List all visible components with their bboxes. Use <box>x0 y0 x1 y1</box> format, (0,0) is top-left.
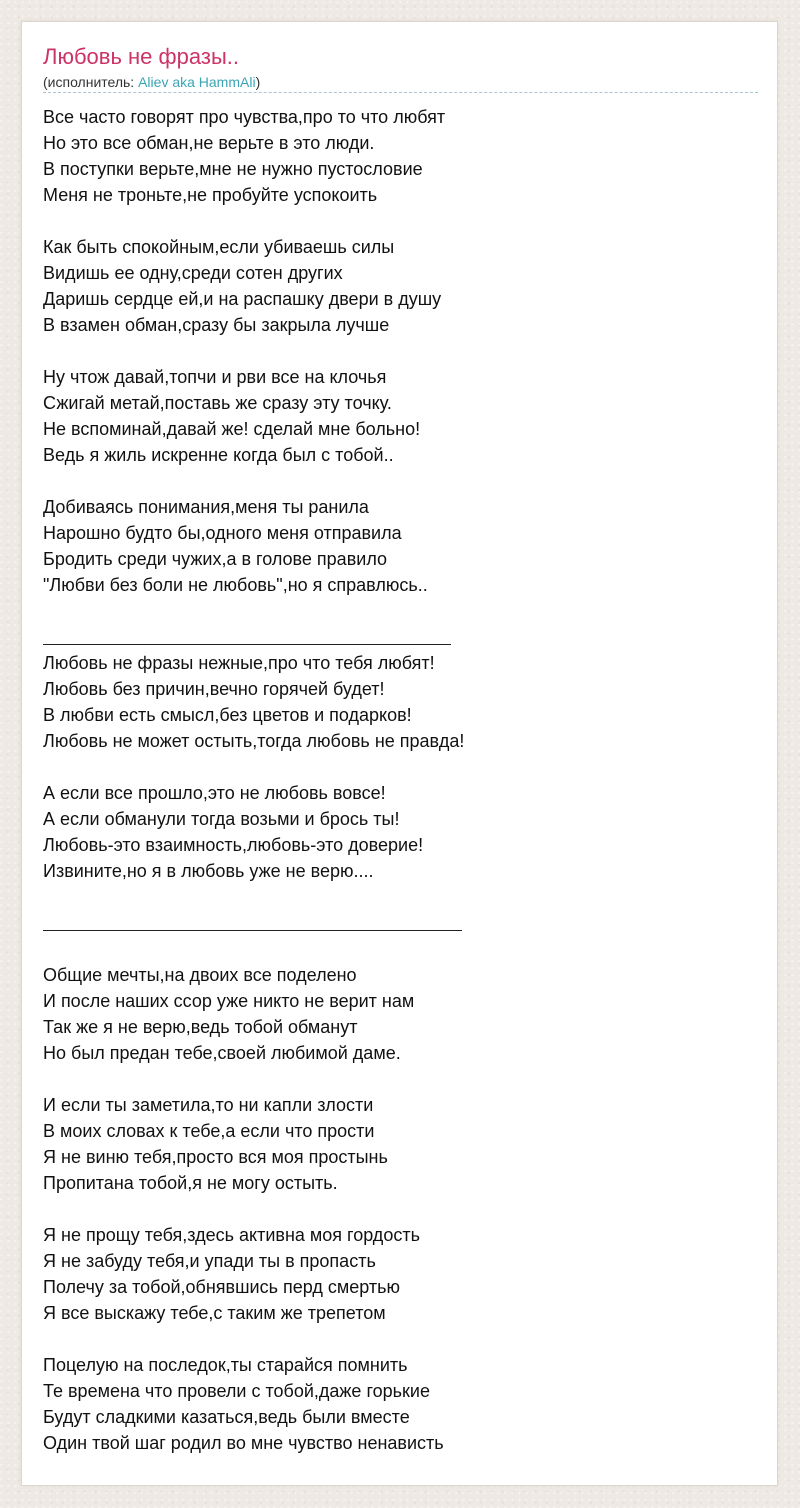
stanza-gap <box>43 1196 758 1222</box>
lyric-line: Ведь я жиль искренне когда был с тобой.. <box>43 445 394 465</box>
lyric-line: Любовь без причин,вечно горячей будет! <box>43 679 385 699</box>
lyric-line: Нарошно будто бы,одного меня отправила <box>43 523 402 543</box>
stanza-gap <box>43 1066 758 1092</box>
stanza-gap <box>43 338 758 364</box>
lyric-line: В поступки верьте,мне не нужно пустословие <box>43 159 423 179</box>
lyric-line: Я не виню тебя,просто вся моя простынь <box>43 1147 388 1167</box>
lyric-line: Будут сладкими казаться,ведь были вместе <box>43 1407 410 1427</box>
header-divider <box>43 92 758 93</box>
divider-line <box>43 930 462 931</box>
lyric-line: Меня не троньте,не пробуйте успокоить <box>43 185 378 205</box>
stanza-gap <box>43 468 758 494</box>
lyric-line: Добиваясь понимания,меня ты ранила <box>43 497 369 517</box>
stanza-gap <box>43 1326 758 1352</box>
stanza-gap <box>43 884 758 910</box>
lyric-line: В моих словах к тебе,а если что прости <box>43 1121 375 1141</box>
lyric-line: Но это все обман,не верьте в это люди. <box>43 133 375 153</box>
stanza-gap <box>43 754 758 780</box>
lyric-line: "Любви без боли не любовь",но я справлюсь.. <box>43 575 428 595</box>
lyric-line: Поцелую на последок,ты старайся помнить <box>43 1355 408 1375</box>
lyric-line: Видишь ее одну,среди сотен других <box>43 263 343 283</box>
lyric-line: Все часто говорят про чувства,про то что любят <box>43 107 446 127</box>
lyric-line: В любви есть смысл,без цветов и подарков! <box>43 705 412 725</box>
lyrics-text <box>43 104 758 1456</box>
stanza-gap <box>43 598 758 624</box>
lyric-line: Я не прощу тебя,здесь активна моя гордость <box>43 1225 420 1245</box>
lyric-line: В взамен обман,сразу бы закрыла лучше <box>43 315 390 335</box>
lyric-line: Извините,но я в любовь уже не верю.... <box>43 861 374 881</box>
lyric-line: Не вспоминай,давай же! сделай мне больно! <box>43 419 421 439</box>
artist-suffix: ) <box>255 74 261 90</box>
lyric-line: И после наших ссор уже никто не верит нам <box>43 991 415 1011</box>
lyric-line: Я не забуду тебя,и упади ты в пропасть <box>43 1251 376 1271</box>
stanza-gap <box>43 936 758 962</box>
lyric-line: Сжигай метай,поставь же сразу эту точку. <box>43 393 392 413</box>
lyric-line: Даришь сердце ей,и на распашку двери в душу <box>43 289 442 309</box>
artist-link[interactable]: Aliev aka HammAli <box>138 74 256 90</box>
section-divider <box>43 624 758 650</box>
stanza-gap <box>43 208 758 234</box>
lyric-line: Как быть спокойным,если убиваешь силы <box>43 237 395 257</box>
artist-line <box>43 73 260 91</box>
lyric-line: Так же я не верю,ведь тобой обманут <box>43 1017 358 1037</box>
lyric-line: Я все выскажу тебе,с таким же трепетом <box>43 1303 386 1323</box>
lyric-line: Общие мечты,на двоих все поделено <box>43 965 357 985</box>
lyric-line: Но был предан тебе,своей любимой даме. <box>43 1043 401 1063</box>
lyric-line: Любовь не может остыть,тогда любовь не правда! <box>43 731 465 751</box>
section-divider <box>43 910 758 936</box>
lyric-line: Те времена что провели с тобой,даже горькие <box>43 1381 430 1401</box>
lyric-line: Один твой шаг родил во мне чувство ненависть <box>43 1433 444 1453</box>
lyrics-card <box>21 21 778 1486</box>
artist-prefix: (исполнитель: <box>43 74 139 90</box>
lyric-line: Пропитана тобой,я не могу остыть. <box>43 1173 338 1193</box>
divider-line <box>43 644 451 645</box>
lyric-line: И если ты заметила,то ни капли злости <box>43 1095 374 1115</box>
lyric-line: А если все прошло,это не любовь вовсе! <box>43 783 386 803</box>
lyric-line: А если обманули тогда возьми и брось ты! <box>43 809 400 829</box>
lyric-line: Любовь-это взаимность,любовь-это доверие! <box>43 835 424 855</box>
lyric-line: Ну чтож давай,топчи и рви все на клочья <box>43 367 387 387</box>
lyric-line: Полечу за тобой,обнявшись перд смертью <box>43 1277 400 1297</box>
lyric-line: Бродить среди чужих,а в голове правило <box>43 549 388 569</box>
song-title: Любовь не фразы.. <box>43 44 239 69</box>
lyric-line: Любовь не фразы нежные,про что тебя любят! <box>43 653 435 673</box>
